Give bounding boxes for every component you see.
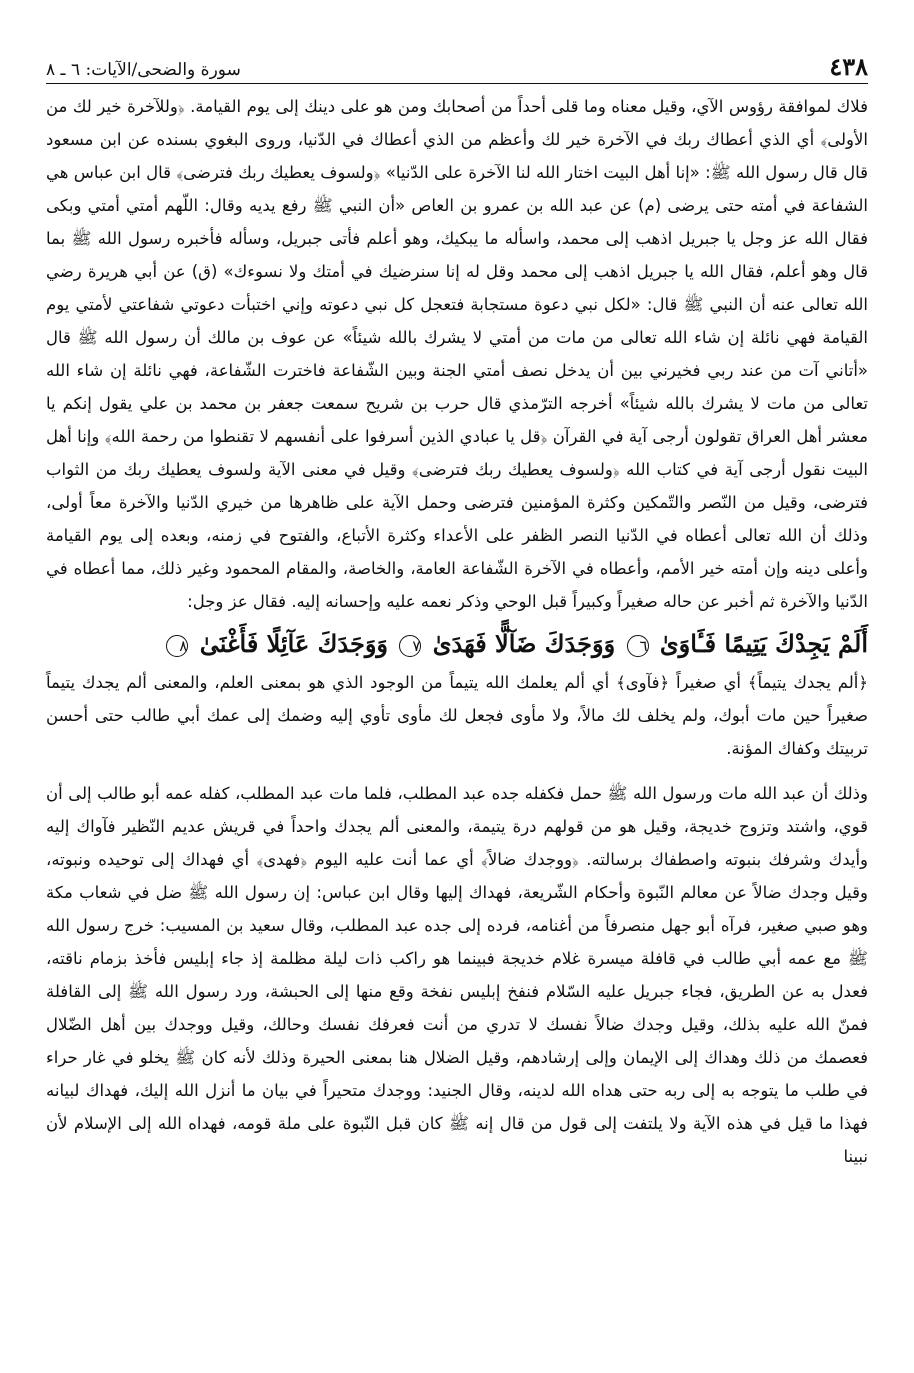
running-head: سورة والضحى/الآيات: ٦ ـ ٨: [46, 60, 241, 80]
page-number: ٤٣٨: [829, 52, 868, 81]
quran-verses-line: [46, 622, 868, 666]
ayah-number-7: ٧: [399, 635, 421, 657]
quran-verse-7: وَوَجَدَكَ ضَآلًّا فَهَدَىٰ: [432, 629, 616, 658]
paragraph-gap: [46, 765, 868, 777]
quran-verse-8: وَوَجَدَكَ عَآئِلًا فَأَغْنَىٰ: [199, 629, 389, 658]
commentary-paragraph-2: ﴿ألم يجدك يتيماً﴾ أي صغيراً ﴿فآوى﴾ أي ألم يعلمك الله يتيماً من الوجود الذي هو بمعنى العلم، والمعنى ألم يجدك يتيماً صغيراً حين مات أبوك، ولم يخلف لك مالاً، ولا مأوى فجعل لك مأوى تأوي إليه وضمك إلى عمك أبي طالب حتى أحسن تربيتك وكفاك المؤنة.: [46, 673, 868, 758]
commentary-paragraph-1: فلاك لموافقة رؤوس الآي، وقيل معناه وما قلى أحداً من أصحابك ومن هو على دينك إلى يوم القيامة. ﴿وللآخرة خير لك من الأولى﴾ أي الذي أعطاك ربك في الآخرة خير لك وأعظم من الذي أعطاك في الدّنيا، وروى البغوي بسنده عن ابن مسعود قال قال رسول الله ﷺ: «إنا أهل البيت اختار الله لنا الآخرة على الدّنيا» ﴿ولسوف يعطيك ربك فترضى﴾ قال ابن عباس هي الشفاعة في أمته حتى يرضى (م) عن عبد الله بن عمرو بن العاص «أن النبي ﷺ رفع يديه وقال: اللّهم أمتي أمتي وبكى فقال الله عز وجل يا جبريل اذهب إلى محمد، واسأله ما يبكيك، وهو أعلم فأتى جبريل، وسأله فأخبره رسول الله ﷺ بما قال وهو أعلم، فقال الله يا جبريل اذهب إلى محمد وقل له إنا سنرضيك في أمتك ولا نسوءك» (ق) عن أبي هريرة رضي الله تعالى عنه أن النبي ﷺ قال: «لكل نبي دعوة مستجابة فتعجل كل نبي دعوته وإني اختبأت دعوتي شفاعتي لأمتي يوم القيامة فهي نائلة إن شاء الله تعالى من مات من أمتي لا يشرك بالله شيئاً» عن عوف بن مالك أن رسول الله ﷺ قال «أتاني آت من عند ربي فخيرني بين أن يدخل نصف أمتي الجنة وبين الشّفاعة فاخترت الشّفاعة، فهي نائلة إن شاء الله تعالى من مات لا يشرك بالله شيئاً» أخرجه الترّمذي قال حرب بن شريح سمعت جعفر بن محمد بن علي يقول إنكم يا معشر أهل العراق تقولون أرجى آية في القرآن ﴿قل يا عبادي الذين أسرفوا على أنفسهم لا تقنطوا من رحمة الله﴾ وإنا أهل البيت نقول أرجى آية في كتاب الله ﴿ولسوف يعطيك ربك فترضى﴾ وقيل في معنى الآية ولسوف يعطيك ربك من الثواب فترضى، وقيل من النّصر والتّمكين وكثرة المؤمنين فترضى وحمل الآية على ظاهرها من خيري الدّنيا والآخرة معاً أولى، وذلك أن الله تعالى أعطاه في الدّنيا النصر الظفر على الأعداء وكثرة الأتباع، والفتوح في زمنه، وبعده إلى يوم القيامة وأعلى دينه وإن أمته خير الأمم، وأعطاه في الآخرة الشّفاعة العامة، والخاصة، والمقام المحمود وغير ذلك، مما أعطاه في الدّنيا والآخرة ثم أخبر عن حاله صغيراً وكبيراً قبل الوحي وذكر نعمه عليه وإحسانه إليه. فقال عز وجل:: [46, 97, 868, 611]
page-header: [46, 48, 868, 84]
ayah-number-8: ٨: [166, 635, 188, 657]
quran-verse-6: أَلَمْ يَجِدْكَ يَتِيمًا فَـَٔاوَىٰ: [659, 629, 868, 658]
ayah-number-6: ٦: [627, 635, 649, 657]
commentary-paragraph-3: وذلك أن عبد الله مات ورسول الله ﷺ حمل فكفله جده عبد المطلب، فلما مات عبد المطلب، كفله عمه أبو طالب إلى أن قوي، واشتد وتزوج خديجة، وقيل هو من قولهم درة يتيمة، والمعنى ألم يجدك واحداً في قريش عديم النّظير فآواك إليه وأيدك وشرفك بنبوته واصطفاك برسالته. ﴿ووجدك ضالاً﴾ أي عما أنت عليه اليوم ﴿فهدى﴾ أي فهداك إلى توحيده ونبوته، وقيل وجدك ضالاً عن معالم النّبوة وأحكام الشّريعة، فهداك إليها وقال ابن عباس: إن رسول الله ﷺ ضل في شعاب مكة وهو صبي صغير، فرآه أبو جهل منصرفاً من أغنامه، فرده إلى جده عبد المطلب، وقال سعيد بن المسيب: خرج رسول الله ﷺ مع عمه أبي طالب في قافلة ميسرة غلام خديجة فبينما هو راكب ذات ليلة مظلمة إذ جاء إبليس فأخذ بزمام ناقته، فعدل به عن الطريق، فجاء جبريل عليه السّلام فنفخ إبليس نفخة وقع منها إلى الحبشة، ورد رسول الله ﷺ إلى القافلة فمنّ الله عليه بذلك، وقيل وجدك ضالاً نفسك لا تدري من أنت فعرفك نفسك وحالك، وقيل ووجدك بين أهل الضّلال فعصمك من ذلك وهداك إلى الإيمان وإلى إرشادهم، وقيل الضلال هنا بمعنى الحيرة وذلك لأنه كان ﷺ يخلو في غار حراء في طلب ما يتوجه به إلى ربه حتى هداه الله لدينه، وقال الجنيد: ووجدك متحيراً في بيان ما أنزل الله إليك، فهداك لبيانه فهذا ما قيل في هذه الآية ولا يلتفت إلى قول من قال إنه ﷺ كان قبل النّبوة على ملة قومه، فهداه الله إلى الإسلام لأن نبينا: [46, 784, 868, 1166]
commentary-body: [46, 90, 868, 1173]
